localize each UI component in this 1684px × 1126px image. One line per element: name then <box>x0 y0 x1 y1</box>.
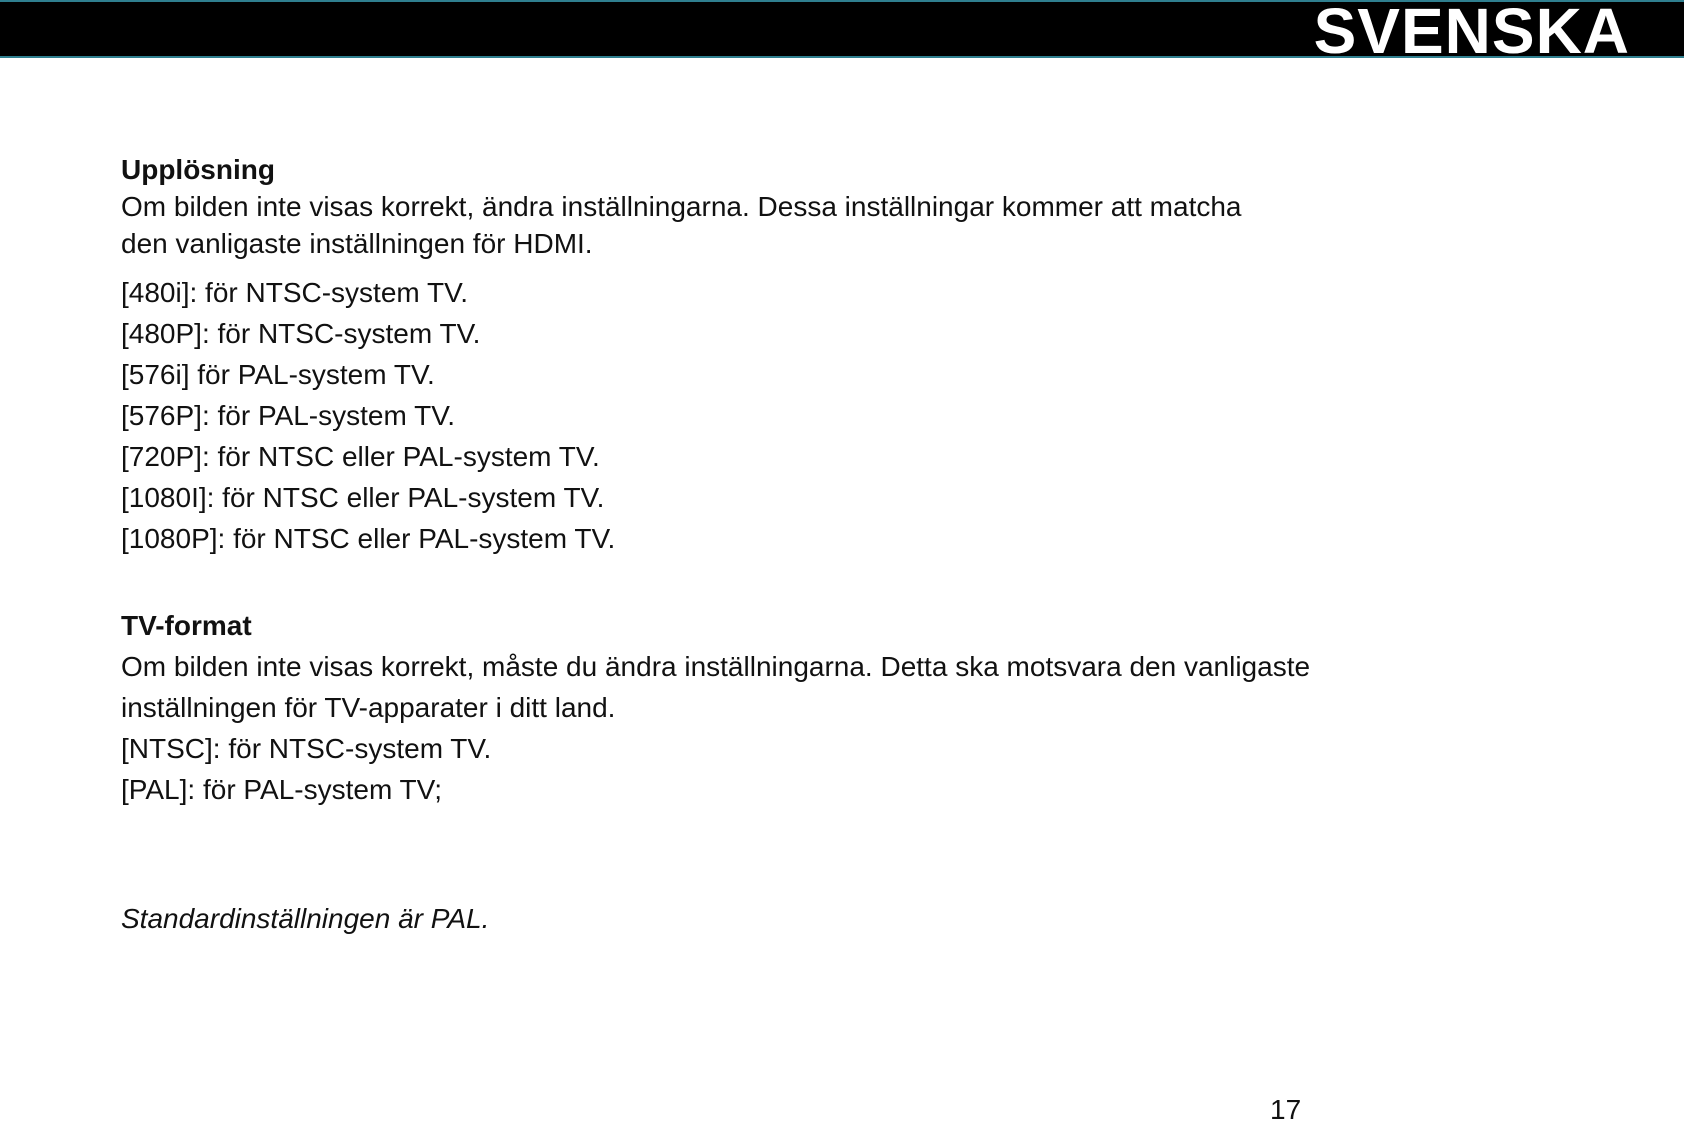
tv-format-description: Om bilden inte visas korrekt, måste du ändra inställningarna. Detta ska motsvara den vanligaste inställningen för TV-apparater i ditt land. <box>121 651 1311 723</box>
resolution-option: [480i]: för NTSC-system TV. <box>121 277 468 308</box>
resolution-option: [576P]: för PAL-system TV. <box>121 400 456 431</box>
tv-format-heading: TV-format <box>121 610 252 641</box>
resolution-option: [576i] för PAL-system TV. <box>121 359 435 390</box>
header-bar <box>0 0 1684 67</box>
tv-format-section <box>121 605 1421 939</box>
resolution-option: [480P]: för NTSC-system TV. <box>121 318 481 349</box>
resolution-section <box>121 152 1421 559</box>
resolution-description: Om bilden inte visas korrekt, ändra inställningarna. Dessa inställningar kommer att matcha den vanligaste inställningen för HDMI. <box>121 191 1242 259</box>
language-title: SVENSKA <box>1313 0 1630 67</box>
default-setting-note: Standardinställningen är PAL. <box>121 903 490 934</box>
tv-format-options-list <box>121 728 1421 810</box>
resolution-option: [1080P]: för NTSC eller PAL-system TV. <box>121 523 616 554</box>
page-number: 17 <box>1270 1094 1302 1125</box>
resolution-options-list <box>121 272 1421 559</box>
resolution-heading: Upplösning <box>121 154 275 185</box>
resolution-option: [720P]: för NTSC eller PAL-system TV. <box>121 441 600 472</box>
tv-format-option: [PAL]: för PAL-system TV; <box>121 774 443 805</box>
resolution-option: [1080I]: för NTSC eller PAL-system TV. <box>121 482 605 513</box>
tv-format-option: [NTSC]: för NTSC-system TV. <box>121 733 492 764</box>
page-content <box>121 152 1421 939</box>
